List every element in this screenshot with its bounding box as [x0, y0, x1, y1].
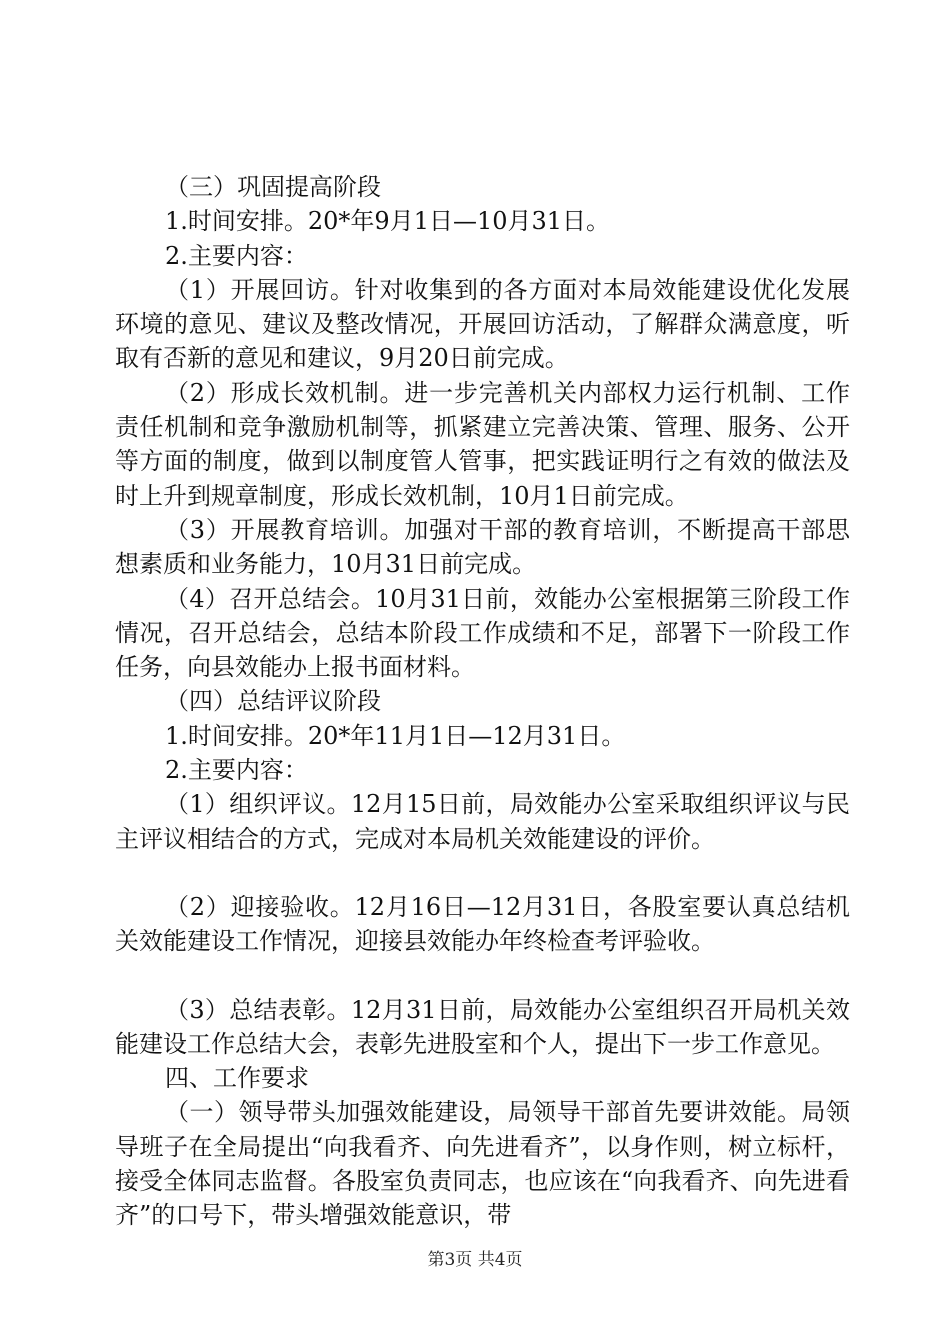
section-heading-consolidation: （三）巩固提高阶段: [165, 173, 381, 201]
paragraph-acceptance: （2）迎接验收。12月16日—12月31日，各股室要认真总结机关效能建设工作情况，迎接县效能办年终检查考评验收。: [115, 892, 850, 956]
paragraph-time-arrangement-2: 1.时间安排。20*年11月1日—12月31日。: [165, 721, 626, 750]
page-footer: 第3页 共4页: [427, 1250, 523, 1270]
paragraph-gap: [115, 856, 850, 890]
section-heading-work-requirements: 四、工作要求: [165, 1064, 309, 1093]
paragraph-gap: [115, 959, 850, 993]
paragraph-return-visit: （1）开展回访。针对收集到的各方面对本局效能建设优化发展环境的意见、建议及整改情况，开展回访活动，了解群众满意度，听取有否新的意见和建议，9月20日前完成。: [115, 275, 850, 373]
section-heading-evaluation: （四）总结评议阶段: [165, 687, 381, 716]
paragraph-leadership: （一）领导带头加强效能建设，局领导干部首先要讲效能。局领导班子在全局提出“向我看齐、向先进看齐”，以身作则，树立标杆，接受全体同志监督。各股室负责同志，也应该在“向我看齐、向先进看齐”的口号下，带头增强效能意识，带: [115, 1098, 850, 1230]
paragraph-main-content-label-2: 2.主要内容：: [165, 756, 308, 785]
paragraph-long-term-mechanism: （2）形成长效机制。进一步完善机关内部权力运行机制、工作责任机制和竞争激励机制等，抓紧建立完善决策、管理、服务、公开等方面的制度，做到以制度管人管事，把实践证明行之有效的做法及时上升到规章制度，形成长效机制，10月1日前完成。: [115, 378, 850, 510]
paragraph-main-content-label: 2.主要内容：: [165, 241, 308, 270]
paragraph-commendation: （3）总结表彰。12月31日前，局效能办公室组织召开局机关效能建设工作总结大会，表彰先进股室和个人，提出下一步工作意见。: [115, 995, 850, 1058]
document-body: [115, 170, 850, 1233]
paragraph-education-training: （3）开展教育培训。加强对干部的教育培训，不断提高干部思想素质和业务能力，10月31日前完成。: [115, 515, 850, 579]
paragraph-time-arrangement: 1.时间安排。20*年9月1日—10月31日。: [165, 207, 611, 236]
paragraph-summary-meeting: （4）召开总结会。10月31日前，效能办公室根据第三阶段工作情况，召开总结会，总结本阶段工作成绩和不足，部署下一阶段工作任务，向县效能办上报书面材料。: [115, 584, 850, 682]
paragraph-organize-evaluation: （1）组织评议。12月15日前，局效能办公室采取组织评议与民主评议相结合的方式，完成对本局机关效能建设的评价。: [115, 790, 850, 853]
